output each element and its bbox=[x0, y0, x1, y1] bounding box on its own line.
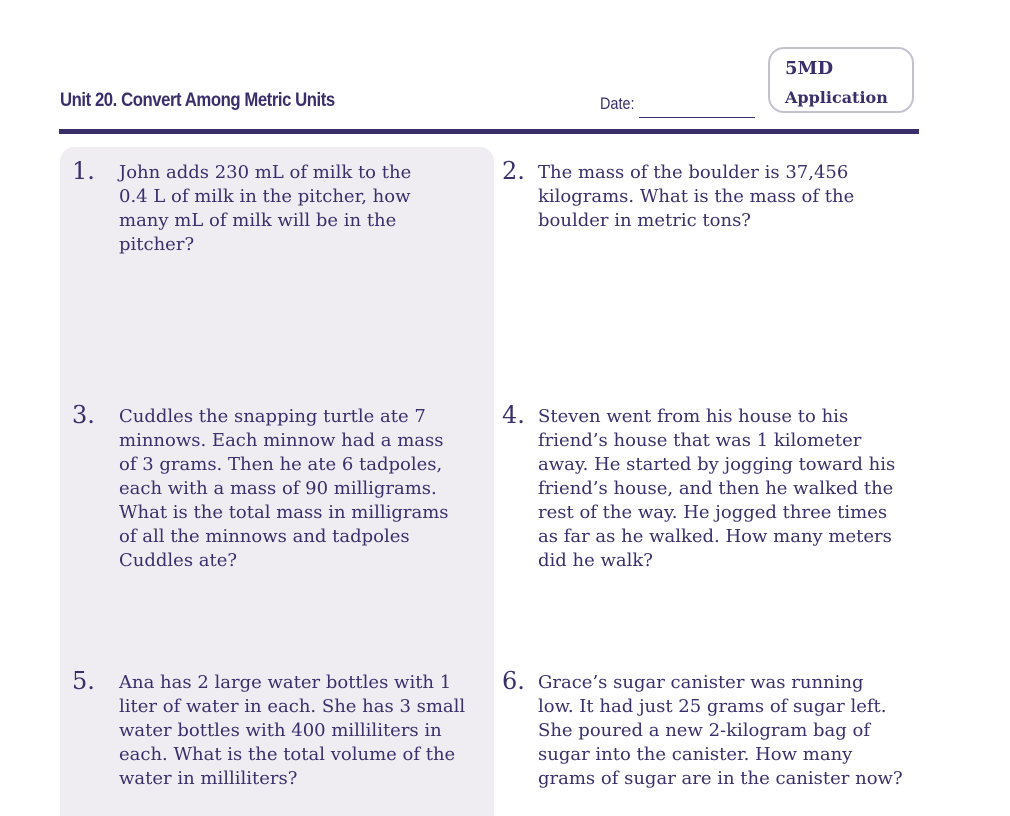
problem-line: friend’s house, and then he walked the bbox=[538, 478, 894, 499]
problem-number: 6. bbox=[502, 667, 525, 695]
problem-line: boulder in metric tons? bbox=[538, 210, 751, 231]
problem-text bbox=[538, 405, 918, 573]
problem-line: Cuddles the snapping turtle ate 7 bbox=[119, 406, 426, 427]
problem-number: 3. bbox=[72, 401, 95, 429]
problem-line: rest of the way. He jogged three times bbox=[538, 502, 888, 523]
problem-text bbox=[119, 161, 479, 257]
problem-line: grams of sugar are in the canister now? bbox=[538, 768, 903, 789]
problem-line: Ana has 2 large water bottles with 1 bbox=[119, 672, 452, 693]
problem-line: liter of water in each. She has 3 small bbox=[119, 696, 466, 717]
problem-line: as far as he walked. How many meters bbox=[538, 526, 892, 547]
problem-line: friend’s house that was 1 kilometer bbox=[538, 430, 862, 451]
problem-line: She poured a new 2-kilogram bag of bbox=[538, 720, 871, 741]
badge-code: 5MD bbox=[785, 58, 834, 79]
problem-line: pitcher? bbox=[119, 234, 195, 255]
problem-number: 4. bbox=[502, 401, 525, 429]
problem-line: water bottles with 400 milliliters in bbox=[119, 720, 442, 741]
problem-line: Cuddles ate? bbox=[119, 550, 238, 571]
problem-line: What is the total mass in milligrams bbox=[119, 502, 449, 523]
problem-line: each. What is the total volume of the bbox=[119, 744, 456, 765]
standard-badge bbox=[768, 47, 914, 113]
problem-line: each with a mass of 90 milligrams. bbox=[119, 478, 437, 499]
date-blank-line bbox=[639, 117, 755, 118]
problem-number: 2. bbox=[502, 157, 525, 185]
problem-line: low. It had just 25 grams of sugar left. bbox=[538, 696, 887, 717]
problem-line: Grace’s sugar canister was running bbox=[538, 672, 864, 693]
problem-number: 1. bbox=[72, 157, 95, 185]
problem-line: did he walk? bbox=[538, 550, 653, 571]
problem-line: away. He started by jogging toward his bbox=[538, 454, 896, 475]
problem-line: water in milliliters? bbox=[119, 768, 298, 789]
problem-line: of 3 grams. Then he ate 6 tadpoles, bbox=[119, 454, 443, 475]
problem-text bbox=[538, 671, 918, 791]
problem-line: many mL of milk will be in the bbox=[119, 210, 397, 231]
problem-line: minnows. Each minnow had a mass bbox=[119, 430, 444, 451]
problem-line: kilograms. What is the mass of the bbox=[538, 186, 855, 207]
date-label: Date: bbox=[600, 94, 635, 113]
problem-line: Steven went from his house to his bbox=[538, 406, 849, 427]
problem-line: John adds 230 mL of milk to the bbox=[119, 162, 412, 183]
unit-title: Unit 20. Convert Among Metric Units bbox=[60, 90, 335, 111]
problem-line: The mass of the boulder is 37,456 bbox=[538, 162, 849, 183]
badge-type: Application bbox=[785, 88, 888, 107]
problem-line: sugar into the canister. How many bbox=[538, 744, 853, 765]
problem-text bbox=[119, 671, 479, 791]
problem-line: 0.4 L of milk in the pitcher, how bbox=[119, 186, 411, 207]
problem-number: 5. bbox=[72, 667, 95, 695]
problem-line: of all the minnows and tadpoles bbox=[119, 526, 410, 547]
header-divider bbox=[59, 129, 919, 134]
problem-text bbox=[119, 405, 479, 573]
problem-text bbox=[538, 161, 918, 233]
